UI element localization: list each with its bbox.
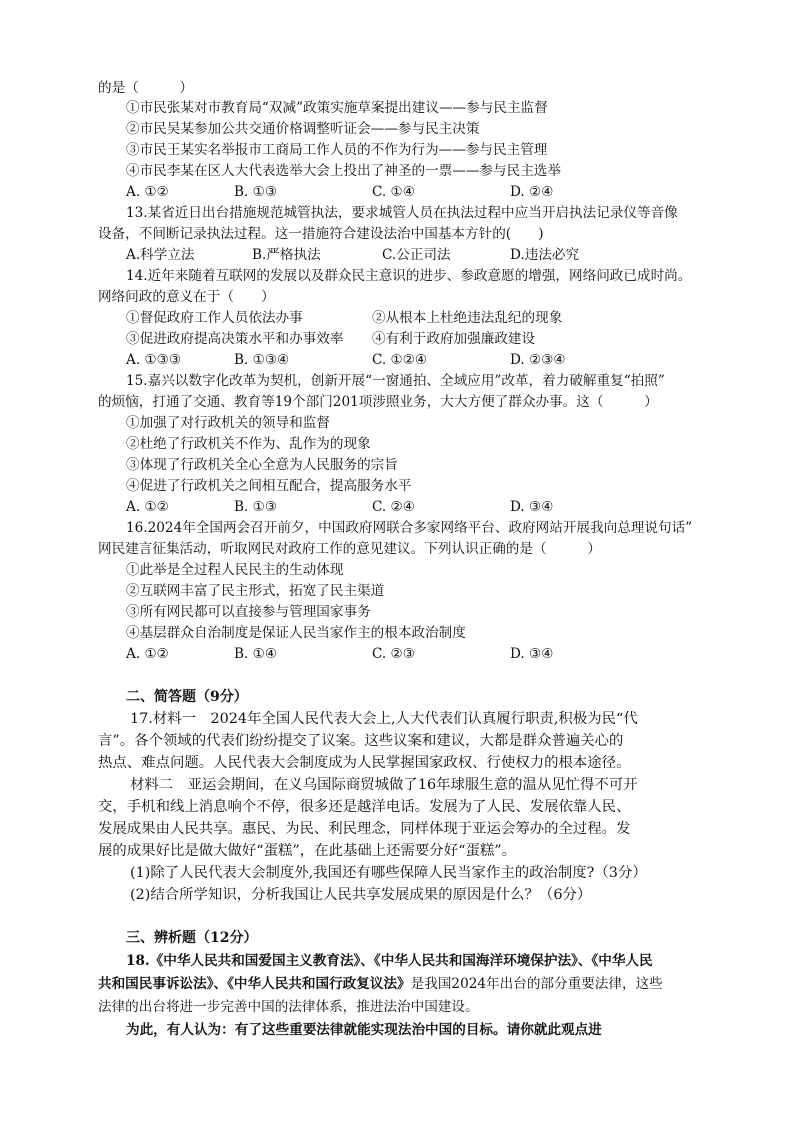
q14-stem-line-2: 网络问政的意义在于（ ）: [98, 289, 275, 305]
q16-item-3: ③所有网民都可以直接参与管理国家事务: [126, 604, 371, 620]
q12-stem-tail: 的是（ ）: [98, 80, 194, 96]
q16-stem-line-1: 16.2024年全国两会召开前夕，中国政府网联合多家网络平台、政府网站开展我向总理说句话”: [126, 520, 693, 536]
q15-item-4: ④促进了行政机关之间相互配合，提高服务水平: [126, 478, 412, 494]
q17-line-2: 言”。各个领域的代表们纷纷提交了议案。这些议案和建议，大都是群众普遍关心的: [98, 733, 624, 749]
q12-item-2: ②市民吴某参加公共交通价格调整听证会——参与民主决策: [126, 121, 480, 137]
q12-option-d[interactable]: D. ②④: [510, 184, 554, 200]
q15-option-d[interactable]: D. ③④: [510, 499, 554, 515]
q13-option-b[interactable]: B.严格执法: [252, 247, 321, 263]
q13-option-c[interactable]: C.公正司法: [382, 247, 451, 263]
q15-stem-line-2: 的烦恼，打通了交通、教育等19个部门201项涉照业务，大大方便了群众办事。这（ ）: [98, 394, 658, 410]
q13-option-d[interactable]: D.违法必究: [510, 247, 580, 263]
q12-option-a[interactable]: A. ①②: [126, 184, 169, 200]
q14-option-b[interactable]: B. ①③④: [234, 352, 290, 368]
q18-line-2-rest: 是我国2024年出台的部分重要法律，这些: [410, 976, 663, 992]
q15-item-3: ③体现了行政机关全心全意为人民服务的宗旨: [126, 457, 398, 473]
q13-option-a[interactable]: A.科学立法: [126, 247, 195, 263]
q13-stem-line-1: 13.某省近日出台措施规范城管执法，要求城管人员在执法过程中应当开启执法记录仪等音像: [126, 205, 678, 221]
q14-stem-line-1: 14.近年来随着互联网的发展以及群众民主意识的进步、参政意愿的增强，网络问政已成时尚。: [126, 268, 692, 284]
q15-item-1: ①加强了对行政机关的领导和监督: [126, 415, 330, 431]
q16-option-c[interactable]: C. ②③: [372, 646, 415, 662]
q16-option-b[interactable]: B. ①④: [234, 646, 278, 662]
q16-item-2: ②互联网丰富了民主形式，拓宽了民主渠道: [126, 583, 385, 599]
q16-option-d[interactable]: D. ③④: [510, 646, 554, 662]
q12-item-3: ③市民王某实名举报市工商局工作人员的不作为行为——参与民主管理: [126, 142, 548, 158]
q15-option-b[interactable]: B. ①③: [234, 499, 278, 515]
q15-option-c[interactable]: C. ②④: [372, 499, 415, 515]
q14-option-a[interactable]: A. ①③③: [126, 352, 182, 368]
q13-stem-line-2: 设备，不间断记录执法过程。这一措施符合建设法治中国基本方针的( ): [98, 226, 544, 242]
q14-item-2: ②从根本上杜绝违法乱纪的现象: [372, 310, 563, 326]
q17-line-3: 热点、难点问题。人民代表大会制度成为人民掌握国家政权、行使权力的根本途径。: [98, 755, 631, 771]
q15-option-a[interactable]: A. ①②: [126, 499, 169, 515]
q12-item-1: ①市民张某对市教育局“双减”政策实施草案提出建议——参与民主监督: [126, 100, 548, 116]
q14-option-d[interactable]: D. ②③④: [510, 352, 566, 368]
q18-prompt: 为此，有人认为：有了这些重要法律就能实现法治中国的目标。请你就此观点进: [126, 1022, 602, 1038]
q14-item-1: ①督促政府工作人员依法办事: [126, 310, 303, 326]
q12-item-4: ④市民李某在区人大代表选举大会上投出了神圣的一票——参与民主选举: [126, 163, 561, 179]
q17-line-7: 展的成果好比是做大做好“蛋糕”，在此基础上还需要分好“蛋糕”。: [98, 843, 516, 859]
q15-item-2: ②杜绝了行政机关不作为、乱作为的现象: [126, 436, 371, 452]
q14-item-4: ④有利于政府加强廉政建设: [372, 331, 536, 347]
q17-question-1: (1)除了人民代表大会制度外,我国还有哪些保障人民当家作主的政治制度?（3分）: [130, 865, 647, 881]
q18-laws-line-2: 共和国民事诉讼法》、《中华人民共和国行政复议法》: [98, 976, 411, 992]
q18-laws-line-1: 18.《中华人民共和国爱国主义教育法》、《中华人民共和国海洋环境保护法》、《中华人民: [126, 953, 653, 969]
q16-item-1: ①此举是全过程人民民主的生动体现: [126, 562, 344, 578]
q16-stem-line-2: 网民建言征集活动，听取网民对政府工作的意见建议。下列认识正确的是（ ）: [98, 541, 601, 557]
q16-item-4: ④基层群众自治制度是保证人民当家作主的根本政治制度: [126, 625, 466, 641]
q17-line-1: 17.材料一 2024年全国人民代表大会上,人大代表们认真履行职责,积极为民“代: [130, 711, 638, 727]
q17-question-2: (2)结合所学知识，分析我国让人民共享发展成果的原因是什么？（6分）: [130, 887, 592, 903]
q17-line-6: 发展成果由人民共享。惠民、为民、利民理念，同样体现于亚运会筹办的全过程。发: [98, 821, 631, 837]
q14-item-3: ③促进政府提高决策水平和办事效率: [126, 331, 344, 347]
q14-option-c[interactable]: C. ①②④: [372, 352, 428, 368]
q15-stem-line-1: 15.嘉兴以数字化改革为契机，创新开展“一窗通拍、全域应用”改革，着力破解重复“拍照”: [126, 373, 665, 389]
q16-option-a[interactable]: A. ①②: [126, 646, 169, 662]
q17-line-4: 材料二 亚运会期间，在义乌国际商贸城做了16年球服生意的温从见忙得不可开: [130, 777, 638, 793]
q18-line-2: [98, 974, 663, 994]
q18-line-3: 法律的出台将进一步完善中国的法律体系，推进法治中国建设。: [98, 999, 479, 1015]
section-3-title: 三、辨析题（12分）: [126, 930, 258, 946]
q12-option-b[interactable]: B. ①③: [234, 184, 278, 200]
q17-line-5: 交，手机和线上消息响个不停，很多还是越洋电话。发展为了人民、发展依靠人民、: [98, 799, 631, 815]
q12-option-c[interactable]: C. ①④: [372, 184, 415, 200]
section-2-title: 二、简答题（9分）: [126, 689, 248, 705]
